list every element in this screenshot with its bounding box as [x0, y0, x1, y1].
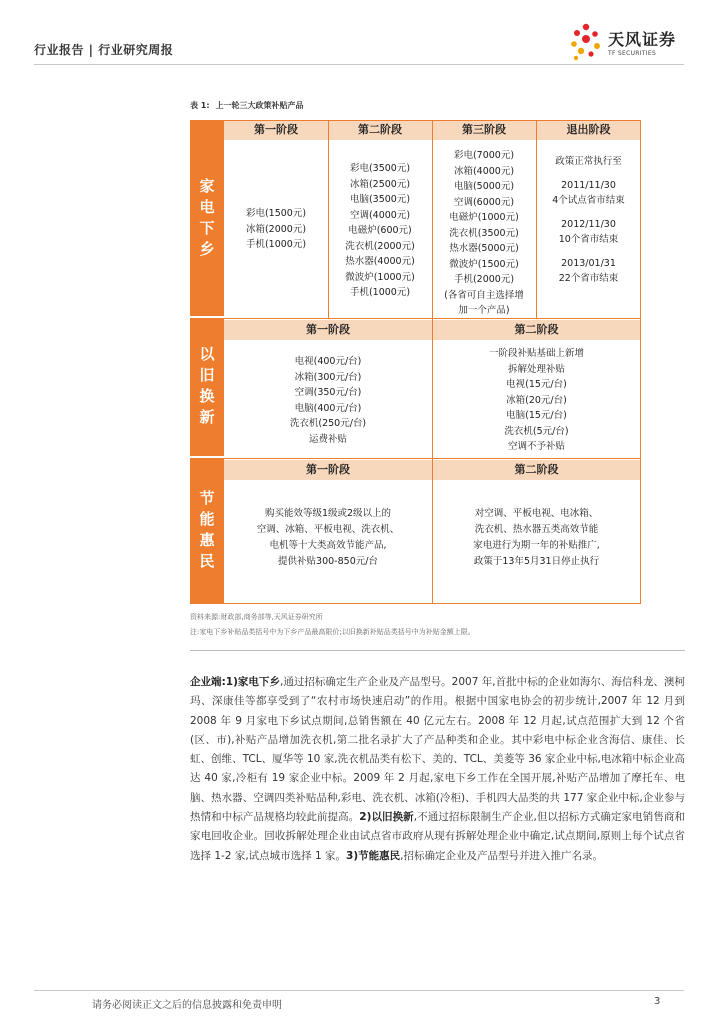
side-char: 能 [199, 510, 215, 528]
list-item: 22个省市结束 [558, 273, 619, 284]
jiadian-stage3-list [432, 148, 536, 319]
yijiu-stage1-list [224, 354, 432, 447]
list-item: 微波炉(1000元) [345, 271, 415, 283]
list-item: 电磁炉(600元) [348, 225, 412, 236]
list-item: 冰箱(2000元) [245, 223, 307, 235]
list-item: 拆解处理补贴 [507, 363, 565, 375]
side-char: 惠 [199, 531, 215, 549]
side-char: 乡 [199, 240, 215, 258]
side-char: 节 [199, 489, 215, 507]
grid-line [536, 120, 537, 318]
yijiu-stage2-list [432, 346, 641, 455]
list-item: 洗衣机(5元/台) [504, 425, 569, 437]
table-note: 注:家电下乡补贴品类括号中为下乡产品最高限价;以旧换新补贴品类括号中为补贴金额上限。 [190, 628, 475, 636]
list-item: 2011/11/30 [561, 179, 616, 191]
policy-label-1: 1)家电下乡 [225, 676, 280, 688]
jiadian-exit-list [536, 154, 641, 287]
list-item: 洗衣机(250元/台) [289, 418, 367, 429]
list-item: 对空调、平板电视、电冰箱、 [474, 508, 599, 519]
policy-table [190, 120, 641, 604]
side-char: 以 [199, 345, 215, 363]
list-item: 微波炉(1500元) [449, 258, 519, 270]
header-stage-3: 第三阶段 [432, 120, 536, 140]
list-item: 空调、冰箱、平板电视、洗衣机、 [256, 524, 400, 535]
header-divider [34, 64, 684, 65]
list-item: 加一个产品) [458, 305, 510, 316]
header-stage-1: 第一阶段 [224, 120, 328, 140]
jiadian-stage2-list [328, 161, 432, 301]
body-paragraph [190, 673, 685, 866]
list-item: 手机(2000元) [453, 274, 515, 285]
list-item: 冰箱(300元/台) [294, 371, 362, 383]
list-item: 政策正常执行至 [555, 156, 622, 167]
list-item: 一阶段补贴基础上新增 [488, 348, 584, 359]
list-spacer [536, 209, 641, 217]
header-exit-stage: 退出阶段 [536, 120, 641, 140]
list-item: 彩电(7000元) [453, 150, 515, 161]
lead-label: 企业端: [190, 676, 226, 688]
side-char: 换 [199, 387, 215, 405]
header-stage-2: 第二阶段 [328, 120, 432, 140]
list-item: 2013/01/31 [561, 257, 616, 269]
table-number: 表 1: [190, 101, 210, 110]
logo-name: 天风证券 [608, 30, 677, 49]
yijiu-header-stage-1: 第一阶段 [224, 320, 432, 340]
list-item: 空调(350元/台) [294, 387, 362, 398]
policy-label-2: 2)以旧换新 [359, 811, 414, 824]
list-item: 手机(1000元) [349, 287, 411, 298]
list-item: 电脑(5000元) [453, 181, 515, 192]
table-title: 上一轮三大政策补贴产品 [215, 101, 304, 110]
list-item: 10个省市结束 [558, 234, 619, 245]
list-item: 电视(400元/台) [294, 356, 362, 367]
section-side-jiadian [190, 120, 224, 318]
footer-divider [34, 990, 684, 991]
logo-mark-icon [568, 21, 604, 63]
list-item: 空调(4000元) [349, 209, 411, 221]
yijiu-header-stage-2: 第二阶段 [432, 320, 641, 340]
list-spacer [536, 170, 641, 178]
grid-line [328, 120, 329, 318]
list-item: 热水器(4000元) [345, 256, 415, 267]
list-item: 4个试点省市结束 [552, 195, 625, 206]
side-char: 下 [199, 219, 215, 237]
list-item: 电脑(15元/台) [506, 410, 567, 421]
list-item: 洗衣机(3500元) [449, 227, 519, 239]
report-category: 行业报告 | 行业研究周报 [34, 43, 174, 57]
list-item: 空调(6000元) [453, 196, 515, 208]
table-caption [190, 100, 304, 111]
note-divider [190, 650, 685, 651]
table-source: 资料来源:财政部,商务部等,天风证券研究所 [190, 613, 323, 621]
list-item: 运费补贴 [308, 433, 347, 445]
section-side-jieneng [190, 458, 224, 604]
jiadian-stage1-list [224, 206, 328, 253]
list-item: 电脑(3500元) [349, 194, 411, 205]
list-item: 2012/11/30 [561, 218, 616, 230]
list-item: 冰箱(20元/台) [506, 394, 567, 406]
list-item: (各省可自主选择增 [444, 289, 524, 301]
list-item: 洗衣机(2000元) [345, 240, 415, 252]
list-item: 家电进行为期一年的补贴推广, [473, 540, 600, 551]
policy-text-1: ,通过招标确定生产企业及产品型号。2007 年,首批中标的企业如海尔、海信科龙、澳柯玛、深康佳等都享受到了“农村市场快速启动”的作用。根据中国家电协会的初步统计,2007 年 12 月到 2008 年 9 月家电下乡试点期间,总销售额在 40 亿元左右。2008 年 12 月起,试点范围扩大到 12 个省(区、市),补贴产品增加洗衣机,第二批名录扩大了产品种类和企业。其中彩电中标企业含海信、康佳、长虹、创维、TCL、厦华等 10 家,洗衣机品类有松下、美的、TCL、美菱等 36 家企业中标,电冰箱中标企业高达 40 家,冷柜有 19 家企业中标。2009 年 2 月起,家电下乡工作在全国开展,补贴产品增加了摩托车、电脑、热水器、空调四类补贴品种,彩电、洗衣机、冰箱(冷柜)、手机四大品类的共 177 家企业中标,企业参与热情和中标产品规格均较此前提高。 [190, 676, 686, 824]
list-item: 热水器(5000元) [449, 243, 519, 254]
company-logo [568, 21, 698, 63]
side-char: 家 [199, 177, 215, 195]
list-item: 电脑(400元/台) [294, 402, 362, 414]
list-item: 洗衣机、热水器五类高效节能 [474, 524, 599, 535]
list-item: 电视(15元/台) [506, 379, 567, 390]
jieneng-header-stage-1: 第一阶段 [224, 460, 432, 480]
list-item: 政策于13年5月31日停止执行 [473, 556, 600, 567]
grid-line [224, 603, 641, 604]
list-item: 彩电(3500元) [349, 163, 411, 174]
list-spacer [536, 248, 641, 256]
jieneng-stage1-list [224, 506, 432, 570]
logo-subtitle: TF SECURITIES [608, 50, 657, 57]
list-item: 购买能效等级1级或2级以上的 [264, 508, 392, 519]
grid-line [432, 120, 433, 603]
page-number: 3 [654, 996, 661, 1007]
policy-label-3: 3)节能惠民 [346, 849, 401, 862]
policy-text-3: ,招标确定企业及产品型号并进入推广名录。 [400, 849, 603, 862]
list-item: 冰箱(2500元) [349, 178, 411, 190]
side-char: 新 [199, 408, 215, 426]
list-item: 电磁炉(1000元) [449, 212, 519, 223]
list-item: 空调不予补贴 [507, 441, 565, 452]
policy-text-2: ,不通过招标限制生产企业,但以招标方式确定家电销售商和家电回收企业。回收拆解处理企业由试点省市政府从现有拆解处理企业中确定,试点期间,原则上每个试点省选择 1-2 家,试点城市选择 1 家。 [190, 811, 685, 862]
side-char: 电 [199, 198, 215, 216]
jieneng-header-stage-2: 第二阶段 [432, 460, 641, 480]
side-char: 民 [199, 552, 215, 570]
section-side-yijiu [190, 318, 224, 458]
grid-line [640, 120, 641, 604]
list-item: 提供补贴300-850元/台 [278, 556, 378, 567]
list-item: 手机(1000元) [245, 239, 307, 250]
side-char: 旧 [199, 366, 215, 384]
list-item: 彩电(1500元) [245, 208, 307, 219]
list-item: 电机等十大类高效节能产品, [269, 540, 387, 551]
footer-disclaimer: 请务必阅读正文之后的信息披露和免责申明 [92, 1000, 282, 1011]
jieneng-stage2-list [432, 506, 641, 570]
list-item: 冰箱(4000元) [453, 165, 515, 177]
